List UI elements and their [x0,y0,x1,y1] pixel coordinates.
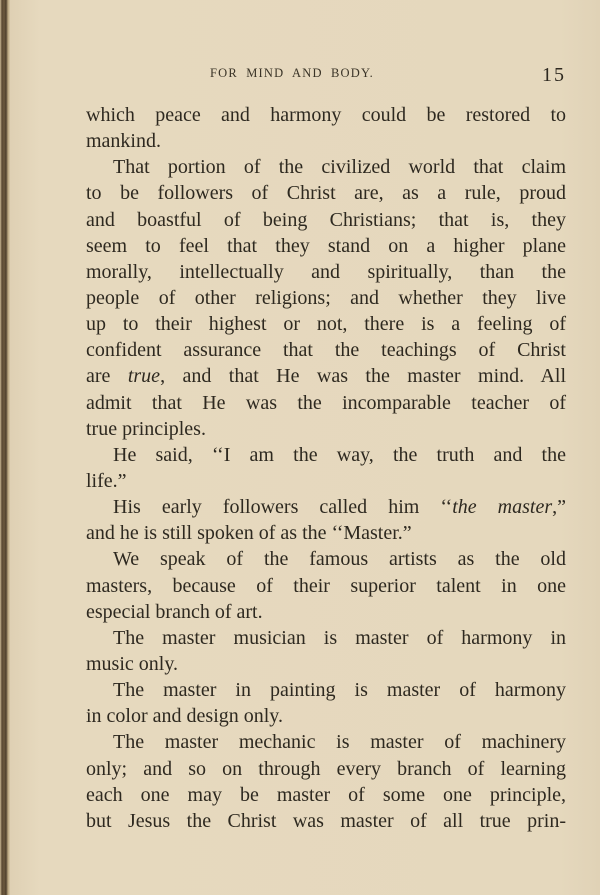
text-line: each one may be master of some one principle, [86,783,566,806]
text-line: That portion of the civilized world that claim [113,156,566,179]
text-line: and boastful of being Christians; that is, they [86,208,566,231]
text-line: life.” [86,469,127,492]
text-line [86,494,566,520]
body-text [86,102,566,834]
text-line: masters, because of their superior talent in one [86,574,566,597]
text-line: admit that He was the incomparable teacher of [86,391,566,414]
text-line: morally, intellectually and spiritually, than the [86,260,566,283]
text-line: The master in painting is master of harmony [113,679,566,702]
running-head-title: FOR MIND AND BODY. [210,66,374,80]
text-line: to be followers of Christ are, as a rule, proud [86,182,566,205]
text-line: people of other religions; and whether they live [86,286,566,309]
text-line: and he is still spoken of as the ‘‘Master.” [86,522,412,545]
text-line: He said, ‘‘I am the way, the truth and the [113,443,566,466]
text-line [86,363,566,389]
text-line: but Jesus the Christ was master of all true prin- [86,809,566,832]
text-line: We speak of the famous artists as the old [113,548,566,571]
text-line: especial branch of art. [86,600,263,623]
text-line: only; and so on through every branch of learning [86,757,566,780]
running-head [0,64,600,88]
text-line: true principles. [86,417,206,440]
text-line: music only. [86,652,179,675]
italic-text: true [127,365,161,388]
text-segment: , and that He was the master mind. All [160,365,566,388]
text-segment: are [86,365,128,388]
text-line: up to their highest or not, there is a feeling of [86,313,566,336]
text-line: mankind. [86,130,161,153]
text-line: The master mechanic is master of machinery [113,731,566,754]
text-line: in color and design only. [86,705,284,728]
text-line: confident assurance that the teachings of Christ [86,339,566,362]
text-line: which peace and harmony could be restored to [86,104,566,126]
italic-text: the master [452,496,553,519]
text-line: seem to feel that they stand on a higher plane [86,234,566,257]
text-segment: ,” [552,496,566,519]
page-number: 15 [542,64,566,86]
text-line: The master musician is master of harmony in [113,626,566,649]
book-spine-edge [0,0,10,895]
text-segment: His early followers called him ‘‘ [113,496,453,519]
